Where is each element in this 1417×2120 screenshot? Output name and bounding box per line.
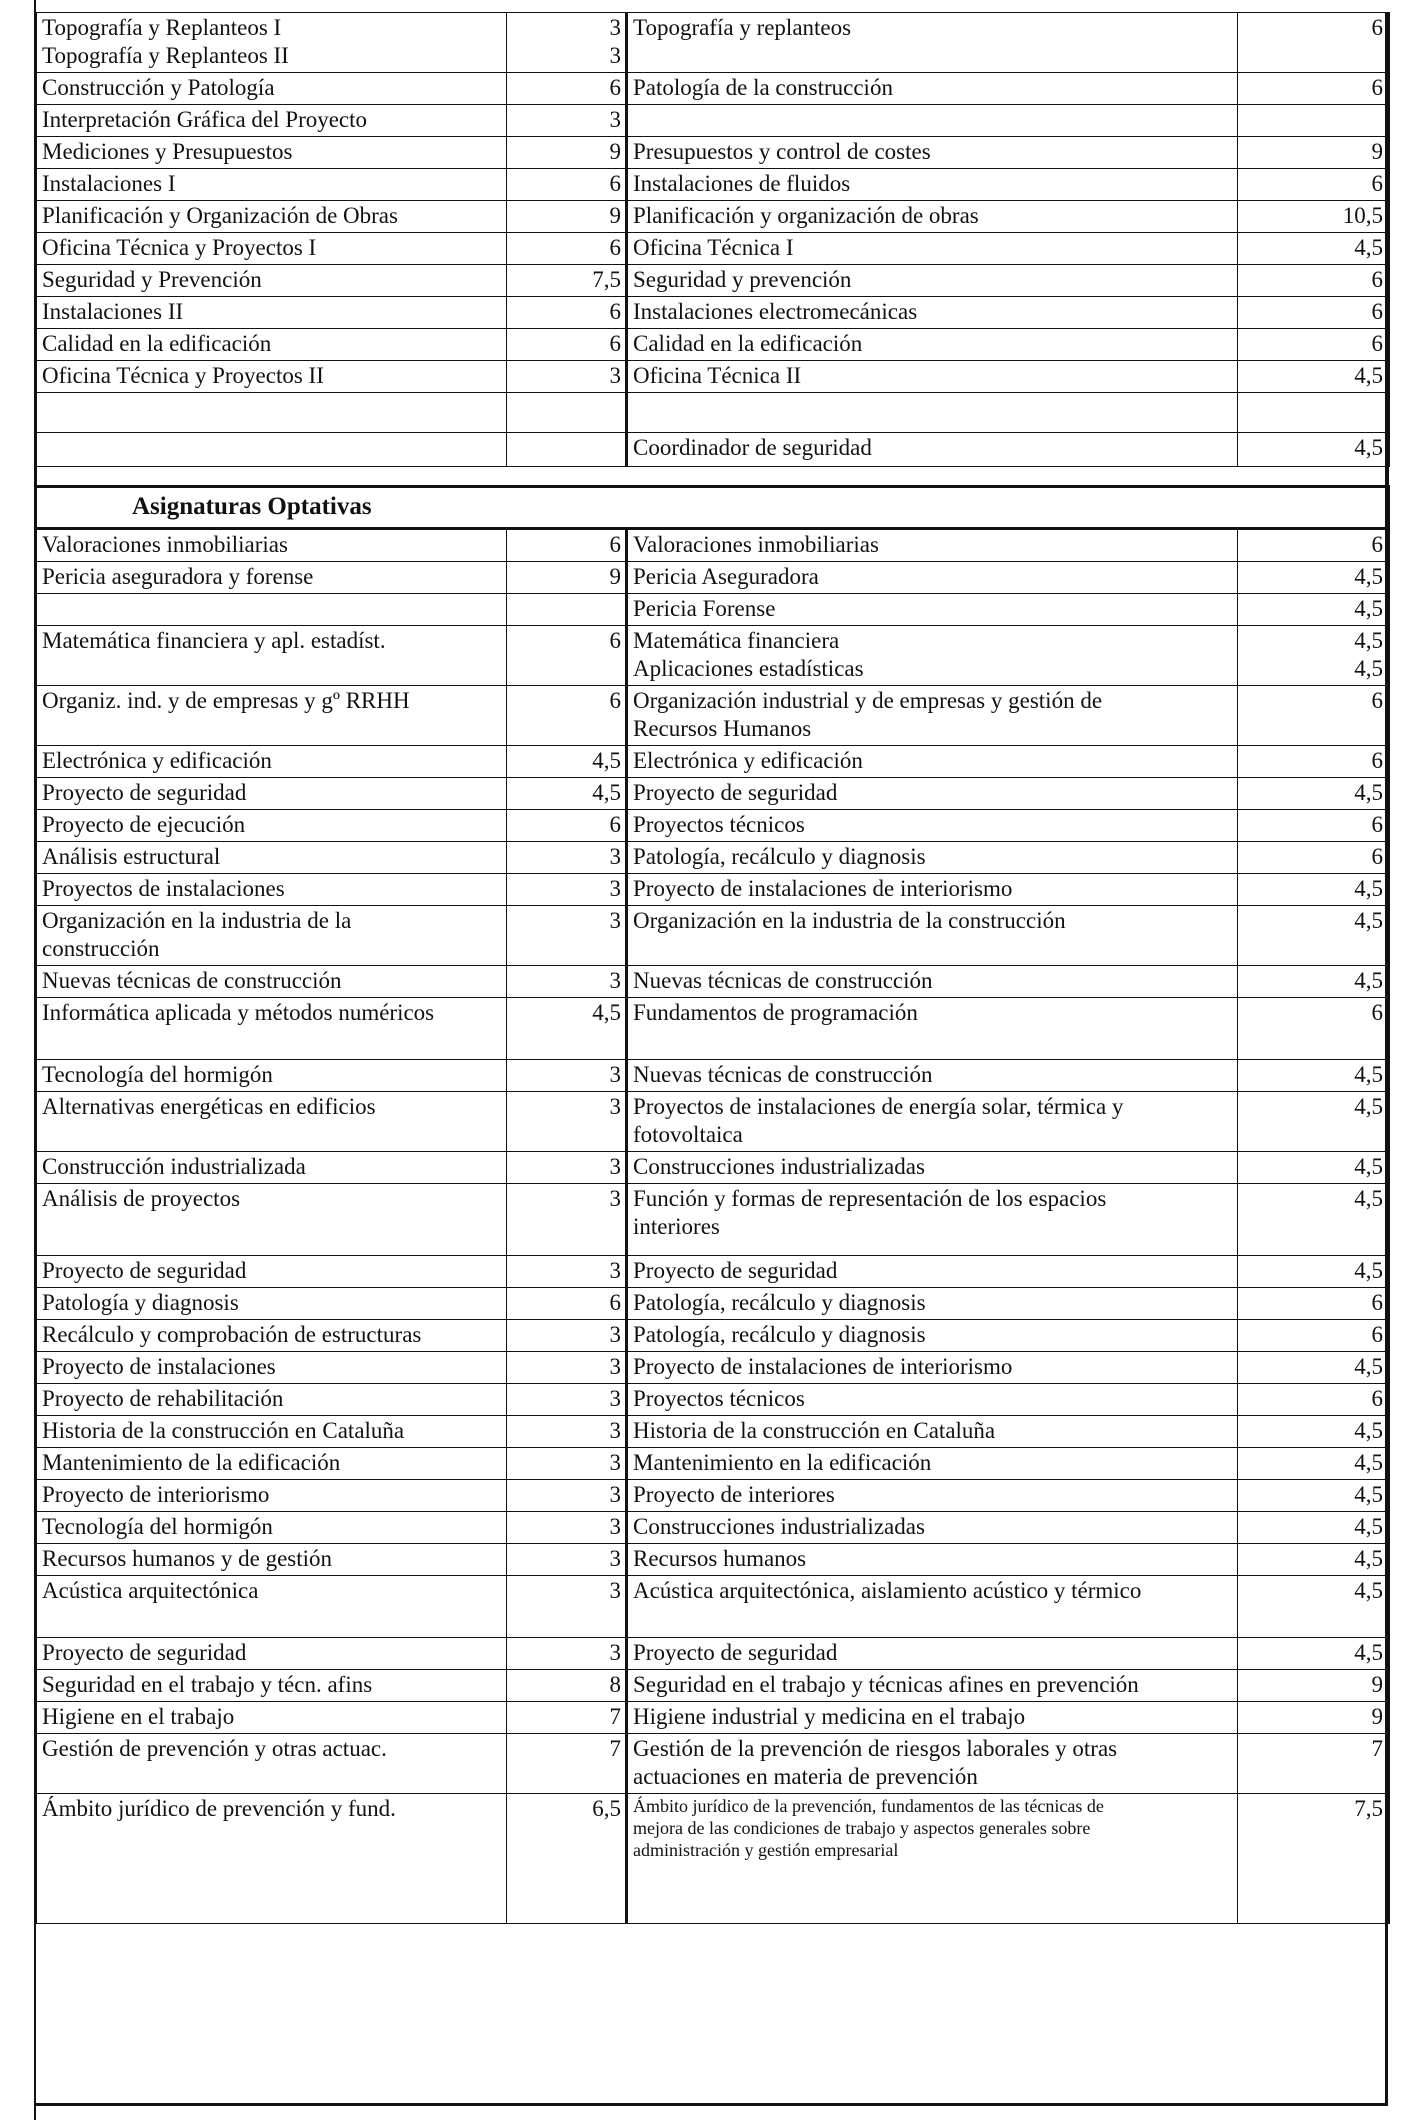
core-old-credits-line: 3 [609,107,621,132]
core-new-credits-line: 4,5 [1354,235,1383,260]
optativa-new-credits-line: 6 [1371,812,1383,837]
core-old-subject-line: Topografía y Replanteos II [42,43,289,68]
optativa-old-credits-line: 3 [609,1482,621,1507]
optativa-old-subject-line: Ámbito jurídico de prevención y fund. [42,1796,396,1821]
optativa-old-credits-line: 7 [609,1736,621,1761]
core-old-subject-line: Oficina Técnica y Proyectos II [42,363,324,388]
optativa-new-subject-line: Recursos humanos [633,1546,807,1571]
optativa-new-subject-line: Mantenimiento en la edificación [633,1450,932,1475]
optativa-new-credits-line: 6 [1371,1290,1383,1315]
optativa-old-credits-line: 6 [609,1290,621,1315]
optativa-old-credits-line: 3 [609,1578,621,1603]
optativa-new-subject-line: Proyecto de seguridad [633,1258,838,1283]
core-old-credits-line: 3 [609,15,621,40]
optativa-new-credits-line: 4,5 [1354,1154,1383,1179]
optativa-new-credits-line: 6 [1371,532,1383,557]
core-old-subject-line: Oficina Técnica y Proyectos I [42,235,317,260]
optativa-new-credits-line: 4,5 [1354,968,1383,993]
optativa-old-credits-line: 3 [609,1154,621,1179]
core-old-subject-line: Construcción y Patología [42,75,275,100]
optativa-new-subject-line: Patología, recálculo y diagnosis [633,844,926,869]
core-new-subject-line: Coordinador de seguridad [633,435,872,460]
optativa-new-subject-line: Nuevas técnicas de construcción [633,968,933,993]
optativa-old-credits-line: 4,5 [592,780,621,805]
optativa-new-credits-line: 6 [1371,1322,1383,1347]
core-old-credits-line: 7,5 [592,267,621,292]
optativa-old-credits-line: 4,5 [592,748,621,773]
optativa-old-subject-line: Proyecto de seguridad [42,780,247,805]
core-old-credits-line: 6 [609,331,621,356]
core-new-subject-line: Oficina Técnica I [633,235,794,260]
optativa-old-credits-line: 3 [609,876,621,901]
core-new-credits-line: 9 [1371,139,1383,164]
optativa-new-subject-line: interiores [633,1214,720,1239]
optativa-new-credits-line: 4,5 [1354,780,1383,805]
optativa-old-credits-line: 3 [609,1450,621,1475]
optativa-old-credits-line: 3 [609,908,621,933]
core-new-credits-line: 6 [1371,75,1383,100]
optativa-old-subject-line: Tecnología del hormigón [42,1062,273,1087]
optativa-new-subject-line: Acústica arquitectónica, aislamiento acústico y térmico [633,1578,1142,1603]
optativa-old-credits-line: 3 [609,1094,621,1119]
optativa-new-subject-line: Proyectos de instalaciones de energía solar, térmica y [633,1094,1124,1119]
core-new-subject-line: Oficina Técnica II [633,363,802,388]
optativa-old-subject-line: Higiene en el trabajo [42,1704,235,1729]
optativa-old-credits-line: 9 [609,564,621,589]
optativa-old-credits-line: 3 [609,1354,621,1379]
core-old-credits-line: 3 [609,363,621,388]
optativa-new-subject-line: Proyectos técnicos [633,812,805,837]
optativa-old-subject-line: Historia de la construcción en Cataluña [42,1418,405,1443]
optativa-new-subject-line: Nuevas técnicas de construcción [633,1062,933,1087]
optativa-old-subject-line: construcción [42,936,160,961]
optativa-new-subject-line: administración y gestión empresarial [633,1840,899,1860]
optativa-old-credits-line: 4,5 [592,1000,621,1025]
core-new-credits-line: 4,5 [1354,435,1383,460]
core-new-credits-line: 10,5 [1342,203,1383,228]
optativa-new-credits-line: 9 [1371,1704,1383,1729]
optativa-new-subject-line: Función y formas de representación de los espacios [633,1186,1107,1211]
optativa-new-subject-line: Pericia Aseguradora [633,564,819,589]
core-old-credits-line: 9 [609,139,621,164]
optativa-old-subject-line: Recálculo y comprobación de estructuras [42,1322,422,1347]
optativa-new-subject-line: Proyecto de instalaciones de interiorismo [633,1354,1013,1379]
optativa-old-subject-line: Alternativas energéticas en edificios [42,1094,376,1119]
optativa-old-subject-line: Organiz. ind. y de empresas y gº RRHH [42,688,410,713]
optativa-new-credits-line: 4,5 [1354,1514,1383,1539]
core-new-subject-line: Calidad en la edificación [633,331,863,356]
optativa-new-credits-line: 4,5 [1354,1258,1383,1283]
optativa-old-credits-line: 8 [609,1672,621,1697]
optativa-new-subject-line: Seguridad en el trabajo y técnicas afines en prevención [633,1672,1139,1697]
optativa-new-subject-line: Construcciones industrializadas [633,1514,925,1539]
optativa-new-credits-line: 4,5 [1354,1482,1383,1507]
optativa-old-subject-line: Recursos humanos y de gestión [42,1546,333,1571]
optativa-old-subject-line: Análisis estructural [42,844,221,869]
optativa-old-subject-line: Informática aplicada y métodos numéricos [42,1000,435,1025]
core-new-credits-line: 6 [1371,171,1383,196]
core-new-subject-line: Instalaciones electromecánicas [633,299,918,324]
optativa-new-subject-line: fotovoltaica [633,1122,743,1147]
core-new-subject-line: Seguridad y prevención [633,267,852,292]
optativa-new-credits-line: 4,5 [1354,656,1383,681]
core-old-credits-line: 6 [609,299,621,324]
optativa-new-credits-line: 4,5 [1354,1546,1383,1571]
optativa-new-subject-line: Patología, recálculo y diagnosis [633,1322,926,1347]
optativa-new-credits-line: 4,5 [1354,1418,1383,1443]
optativa-new-subject-line: Proyectos técnicos [633,1386,805,1411]
optativa-new-subject-line: Patología, recálculo y diagnosis [633,1290,926,1315]
optativa-new-credits-line: 4,5 [1354,564,1383,589]
optativa-new-credits-line: 4,5 [1354,1186,1383,1211]
core-new-credits-line: 6 [1371,267,1383,292]
optativa-old-subject-line: Mantenimiento de la edificación [42,1450,341,1475]
optativa-new-subject-line: Matemática financiera [633,628,840,653]
core-old-subject-line: Planificación y Organización de Obras [42,203,398,228]
optativa-new-subject-line: Valoraciones inmobiliarias [633,532,879,557]
optativa-new-credits-line: 7 [1371,1736,1383,1761]
optativa-old-credits-line: 3 [609,1062,621,1087]
optativa-new-subject-line: Organización industrial y de empresas y gestión de [633,688,1103,713]
core-old-credits-line: 6 [609,235,621,260]
optativa-new-subject-line: Fundamentos de programación [633,1000,918,1025]
optativa-new-subject-line: Aplicaciones estadísticas [633,656,864,681]
optativa-old-subject-line: Proyectos de instalaciones [42,876,285,901]
optativa-old-subject-line: Análisis de proyectos [42,1186,241,1211]
optativa-old-subject-line: Patología y diagnosis [42,1290,239,1315]
optativa-new-subject-line: Pericia Forense [633,596,776,621]
optativa-new-credits-line: 4,5 [1354,876,1383,901]
optativa-old-credits-line: 6 [609,688,621,713]
optativa-new-subject-line: Recursos Humanos [633,716,812,741]
optativa-new-credits-line: 4,5 [1354,1062,1383,1087]
optativa-new-credits-line: 4,5 [1354,1640,1383,1665]
core-new-credits-line: 4,5 [1354,363,1383,388]
optativa-old-credits-line: 6 [609,532,621,557]
optativa-new-credits-line: 4,5 [1354,1578,1383,1603]
optativa-old-credits-line: 6 [609,628,621,653]
optativa-old-subject-line: Proyecto de seguridad [42,1258,247,1283]
optativa-old-credits-line: 3 [609,1258,621,1283]
optativa-new-subject-line: Proyecto de seguridad [633,780,838,805]
optativa-old-credits-line: 3 [609,844,621,869]
optativa-new-subject-line: Ámbito jurídico de la prevención, fundamentos de las técnicas de [633,1796,1104,1816]
optativa-old-subject-line: Proyecto de instalaciones [42,1354,276,1379]
optativa-old-credits-line: 3 [609,1386,621,1411]
section-heading: Asignaturas Optativas [37,487,1389,529]
optativa-old-subject-line: Organización en la industria de la [42,908,352,933]
optativa-old-credits-line: 3 [609,1322,621,1347]
optativa-old-credits-line: 3 [609,1186,621,1211]
optativa-new-credits-line: 7,5 [1354,1796,1383,1821]
optativa-old-subject-line: Gestión de prevención y otras actuac. [42,1736,387,1761]
optativa-old-subject-line: Proyecto de rehabilitación [42,1386,284,1411]
optativa-new-credits-line: 6 [1371,1000,1383,1025]
optativa-new-credits-line: 4,5 [1354,1094,1383,1119]
optativa-new-credits-line: 6 [1371,688,1383,713]
optativa-new-subject-line: Proyecto de seguridad [633,1640,838,1665]
optativa-old-subject-line: Acústica arquitectónica [42,1578,259,1603]
core-old-subject-line: Interpretación Gráfica del Proyecto [42,107,368,132]
optativa-old-subject-line: Matemática financiera y apl. estadíst. [42,628,386,653]
optativa-old-subject-line: Valoraciones inmobiliarias [42,532,288,557]
optativa-new-subject-line: Gestión de la prevención de riesgos laborales y otras [633,1736,1118,1761]
core-old-subject-line: Instalaciones I [42,171,176,196]
optativa-new-credits-line: 6 [1371,1386,1383,1411]
optativa-new-credits-line: 9 [1371,1672,1383,1697]
core-old-subject-line: Calidad en la edificación [42,331,272,356]
optativa-new-subject-line: actuaciones en materia de prevención [633,1764,978,1789]
optativa-old-subject-line: Nuevas técnicas de construcción [42,968,342,993]
optativa-new-credits-line: 4,5 [1354,596,1383,621]
core-new-subject-line: Topografía y replanteos [633,15,852,40]
optativa-old-subject-line: Seguridad en el trabajo y técn. afins [42,1672,373,1697]
optativa-new-credits-line: 4,5 [1354,1354,1383,1379]
optativa-new-subject-line: Construcciones industrializadas [633,1154,925,1179]
core-old-subject-line: Instalaciones II [42,299,184,324]
core-old-credits-line: 9 [609,203,621,228]
optativa-old-credits-line: 3 [609,1514,621,1539]
optativa-old-credits-line: 6 [609,812,621,837]
core-new-subject-line: Presupuestos y control de costes [633,139,931,164]
core-new-credits-line: 6 [1371,331,1383,356]
optativa-new-credits-line: 6 [1371,748,1383,773]
core-old-credits-line: 6 [609,171,621,196]
optativa-old-subject-line: Construcción industrializada [42,1154,306,1179]
optativa-new-subject-line: Historia de la construcción en Cataluña [633,1418,996,1443]
optativa-new-subject-line: Proyecto de instalaciones de interiorismo [633,876,1013,901]
core-old-subject-line: Seguridad y Prevención [42,267,262,292]
core-old-subject-line: Topografía y Replanteos I [42,15,282,40]
optativa-old-credits-line: 3 [609,1546,621,1571]
optativa-old-subject-line: Tecnología del hormigón [42,1514,273,1539]
optativa-new-subject-line: Organización en la industria de la construcción [633,908,1066,933]
optativa-old-credits-line: 6,5 [592,1796,621,1821]
optativa-old-subject-line: Proyecto de interiorismo [42,1482,270,1507]
optativa-new-subject-line: Electrónica y edificación [633,748,863,773]
core-new-credits-line: 6 [1371,299,1383,324]
core-old-credits-line: 6 [609,75,621,100]
core-new-subject-line: Instalaciones de fluidos [633,171,851,196]
optativa-old-credits-line: 3 [609,1640,621,1665]
optativa-new-credits-line: 4,5 [1354,628,1383,653]
optativa-old-subject-line: Proyecto de ejecución [42,812,246,837]
table-frame [36,12,1388,2106]
optativa-old-credits-line: 3 [609,968,621,993]
optativa-new-subject-line: Higiene industrial y medicina en el trabajo [633,1704,1026,1729]
optativa-old-subject-line: Pericia aseguradora y forense [42,564,314,589]
optativa-new-credits-line: 4,5 [1354,908,1383,933]
core-old-credits-line: 3 [609,43,621,68]
core-new-subject-line: Planificación y organización de obras [633,203,979,228]
optativa-old-subject-line: Electrónica y edificación [42,748,272,773]
core-new-credits-line: 6 [1371,15,1383,40]
core-old-subject-line: Mediciones y Presupuestos [42,139,293,164]
core-new-subject-line: Patología de la construcción [633,75,893,100]
optativa-new-subject-line: mejora de las condiciones de trabajo y aspectos generales sobre [633,1818,1091,1838]
optativa-new-credits-line: 4,5 [1354,1450,1383,1475]
optativa-new-subject-line: Proyecto de interiores [633,1482,835,1507]
optativa-old-credits-line: 3 [609,1418,621,1443]
optativa-new-credits-line: 6 [1371,844,1383,869]
optativa-old-credits-line: 7 [609,1704,621,1729]
optativa-old-subject-line: Proyecto de seguridad [42,1640,247,1665]
